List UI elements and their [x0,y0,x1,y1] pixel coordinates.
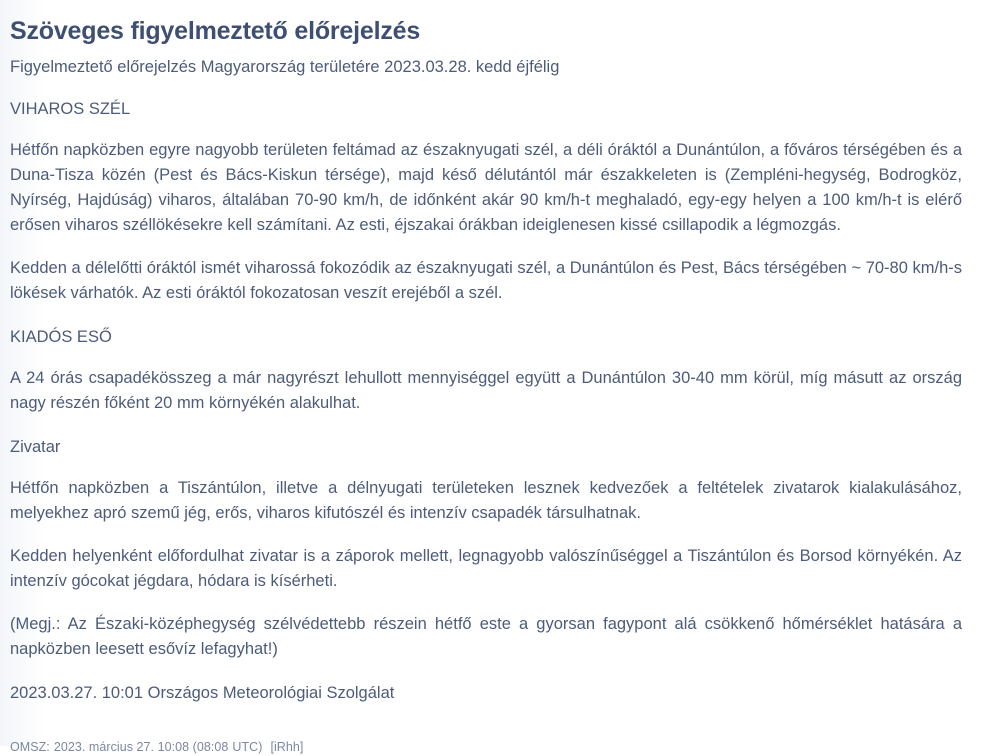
section-paragraph-note: (Megj.: Az Északi-középhegység szélvédettebb részein hétfő este a gyorsan fagypont alá csökkenő hőmérséklet hatására a napközben leesett esővíz lefagyhat!) [10,615,962,658]
section-paragraph: Kedden helyenként előfordulhat zivatar is a záporok mellett, legnagyobb valószínűséggel a Tiszántúlon és Borsod környékén. Az intenzív gócokat jégdara, hódara is kísérheti. [10,547,962,590]
issuer-signature: 2023.03.27. 10:01 Országos Meteorológiai Szolgálat [10,684,395,702]
footer [10,738,972,756]
section-heading-rain: KIADÓS ESŐ [10,328,112,346]
section-paragraph: Kedden a délelőtti óráktól ismét viharossá fokozódik az északnyugati szél, a Dunántúlon és Pest, Bács térségében ~ 70-80 km/h-s lökések várhatók. Az esti óráktól fokozatosan veszít erejéből a szél. [10,259,962,302]
page-subtitle: Figyelmeztető előrejelzés Magyarország területére 2023.03.28. kedd éjfélig [10,58,560,76]
footer-timezone: UTC) [232,740,263,754]
page-title: Szöveges figyelmeztető előrejelzés [10,17,421,45]
footer-tag: [iRhh] [270,740,304,754]
section-paragraph: A 24 órás csapadékösszeg a már nagyrészt lehullott mennyiséggel együtt a Dunántúlon 30-40 mm körül, míg másutt az ország nagy részén főként 20 mm környékén alakulhat. [10,369,962,412]
section-paragraph: Hétfőn napközben a Tiszántúlon, illetve a délnyugati területeken lesznek kedvezőek a feltételek zivatarok kialakulásához, melyekhez apró szemű jég, erős, viharos kifutószél és intenzív csapadék társulhatnak. [10,479,962,522]
section-paragraph: Hétfőn napközben egyre nagyobb területen feltámad az északnyugati szél, a déli óráktól a Dunántúlon, a főváros térségében és a Duna-Tisza közén (Pest és Bács-Kiskun térsége), majd késő délutántól már északkeleten is (Zempléni-hegység, Bodrogköz, Nyírség, Hajdúság) viharos, általában 70-90 km/h, de időnként akár 90 km/h-t meghaladó, egy-egy helyen a 100 km/h-t is elérő erősen viharos széllökésekre kell számítani. Az esti, éjszakai órákban ideiglenesen kissé csillapodik a légmozgás. [10,141,962,234]
section-heading-thunderstorm: Zivatar [10,438,61,456]
footer-source: OMSZ: [10,740,50,754]
footer-date: 2023. március 27. 10:08 (08:08 [53,740,229,754]
section-heading-wind: VIHAROS SZÉL [10,100,131,118]
